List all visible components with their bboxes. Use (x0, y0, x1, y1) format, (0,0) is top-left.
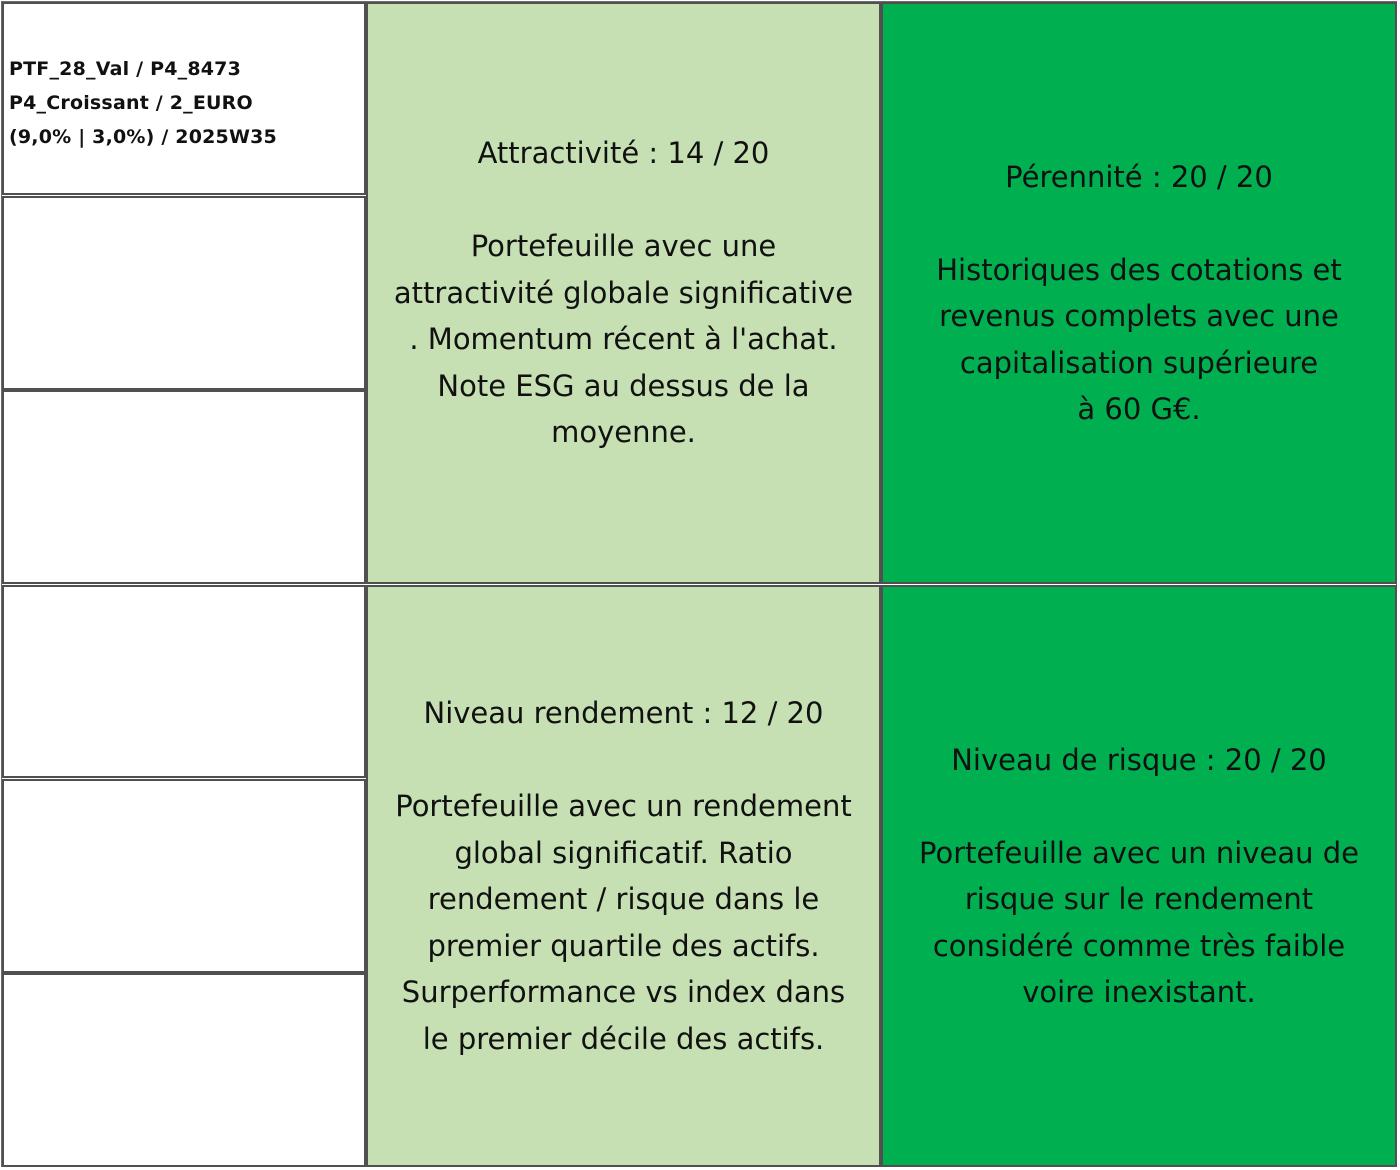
perennite-cell (881, 2, 1397, 584)
portfolio-id: PTF_28_Val / P4_8473 (9, 58, 241, 80)
rendement-description: Portefeuille avec un rendement global significatif. Ratio rendement / risque dans le premier quartile des actifs. Surperformance vs index dans le premier décile des actifs. (395, 789, 852, 1056)
portfolio-parameters: (9,0% | 3,0%) / 2025W35 (9, 126, 277, 148)
empty-cell (2, 973, 366, 1167)
attractivite-cell (366, 2, 881, 584)
attractivite-description: Portefeuille avec une attractivité globale significative . Momentum récent à l'achat. Note ESG au dessus de la moyenne. (393, 229, 854, 450)
portfolio-profile: P4_Croissant / 2_EURO (9, 92, 253, 114)
risque-score: Niveau de risque : 20 / 20 (951, 742, 1327, 777)
empty-cell (2, 196, 366, 390)
empty-cell (2, 585, 366, 778)
perennite-score: Pérennité : 20 / 20 (1005, 159, 1273, 194)
empty-cell (2, 390, 366, 584)
risque-cell (881, 585, 1397, 1167)
portfolio-header-cell (2, 2, 366, 195)
rendement-score: Niveau rendement : 12 / 20 (423, 696, 824, 730)
risque-description: Portefeuille avec un niveau de risque sur le rendement considéré comme très faible voire inexistant. (919, 835, 1359, 1009)
attractivite-score: Attractivité : 14 / 20 (477, 136, 770, 171)
empty-cell (2, 779, 366, 973)
rendement-cell (366, 585, 881, 1167)
perennite-description: Historiques des cotations et revenus complets avec une capitalisation supérieure à 60 G€. (936, 252, 1342, 426)
